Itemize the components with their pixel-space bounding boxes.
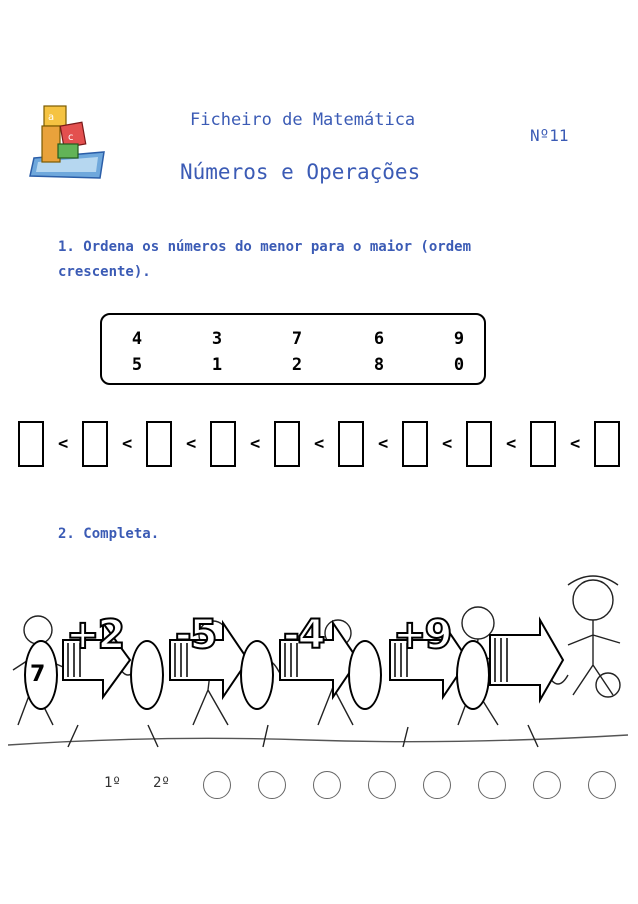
ordinal-circle <box>258 771 286 799</box>
result-oval[interactable] <box>456 640 490 710</box>
svg-text:a: a <box>48 112 55 123</box>
ordinal-circle <box>423 771 451 799</box>
worksheet-subtitle: Números e Operações <box>180 160 421 184</box>
answer-box[interactable] <box>82 421 108 467</box>
less-than-sign: < <box>506 434 517 454</box>
answer-box[interactable] <box>210 421 236 467</box>
result-oval[interactable] <box>348 640 382 710</box>
answer-box[interactable] <box>146 421 172 467</box>
operation-label: -5 <box>175 612 216 658</box>
number-cell: 0 <box>453 355 465 375</box>
less-than-sign: < <box>58 434 69 454</box>
less-than-sign: < <box>250 434 261 454</box>
worksheet-title: Ficheiro de Matemática <box>190 110 416 130</box>
less-than-sign: < <box>442 434 453 454</box>
start-value: 7 <box>30 662 46 687</box>
worksheet-number: Nº11 <box>530 126 569 145</box>
less-than-sign: < <box>314 434 325 454</box>
exercise-1-instruction: 1. Ordena os números do menor para o maior (ordem crescente). <box>58 239 472 280</box>
answer-box[interactable] <box>466 421 492 467</box>
number-cell: 3 <box>211 329 223 349</box>
ordinal-circle <box>313 771 341 799</box>
number-cell: 1 <box>211 355 223 375</box>
number-cell: 2 <box>291 355 303 375</box>
math-blocks-logo <box>28 100 108 180</box>
less-than-sign: < <box>378 434 389 454</box>
answer-box[interactable] <box>594 421 620 467</box>
operation-label: +9 <box>393 612 451 658</box>
number-cell: 7 <box>291 329 303 349</box>
answer-box[interactable] <box>18 421 44 467</box>
ordinal-circle <box>368 771 396 799</box>
ordinal-label: 2º <box>153 775 170 791</box>
result-oval[interactable] <box>240 640 274 710</box>
number-cell: 8 <box>373 355 385 375</box>
less-than-sign: < <box>570 434 581 454</box>
answer-box[interactable] <box>530 421 556 467</box>
number-cell: 4 <box>131 329 143 349</box>
operation-label: -4 <box>283 612 324 658</box>
numbers-box <box>100 313 486 385</box>
answer-box[interactable] <box>402 421 428 467</box>
ordinal-label: 1º <box>104 775 121 791</box>
number-cell: 6 <box>373 329 385 349</box>
operation-label: +2 <box>66 612 124 658</box>
answer-box[interactable] <box>274 421 300 467</box>
ordinal-circle <box>588 771 616 799</box>
ordinal-circle <box>203 771 231 799</box>
answer-box[interactable] <box>338 421 364 467</box>
running-children-illustration <box>8 575 633 760</box>
ordinal-circle <box>478 771 506 799</box>
result-oval[interactable] <box>130 640 164 710</box>
exercise-2-instruction: 2. Completa. <box>58 526 160 542</box>
start-value-oval <box>24 640 58 710</box>
less-than-sign: < <box>122 434 133 454</box>
number-cell: 9 <box>453 329 465 349</box>
ordinal-circle <box>533 771 561 799</box>
svg-text:c: c <box>68 132 74 143</box>
number-cell: 5 <box>131 355 143 375</box>
less-than-sign: < <box>186 434 197 454</box>
